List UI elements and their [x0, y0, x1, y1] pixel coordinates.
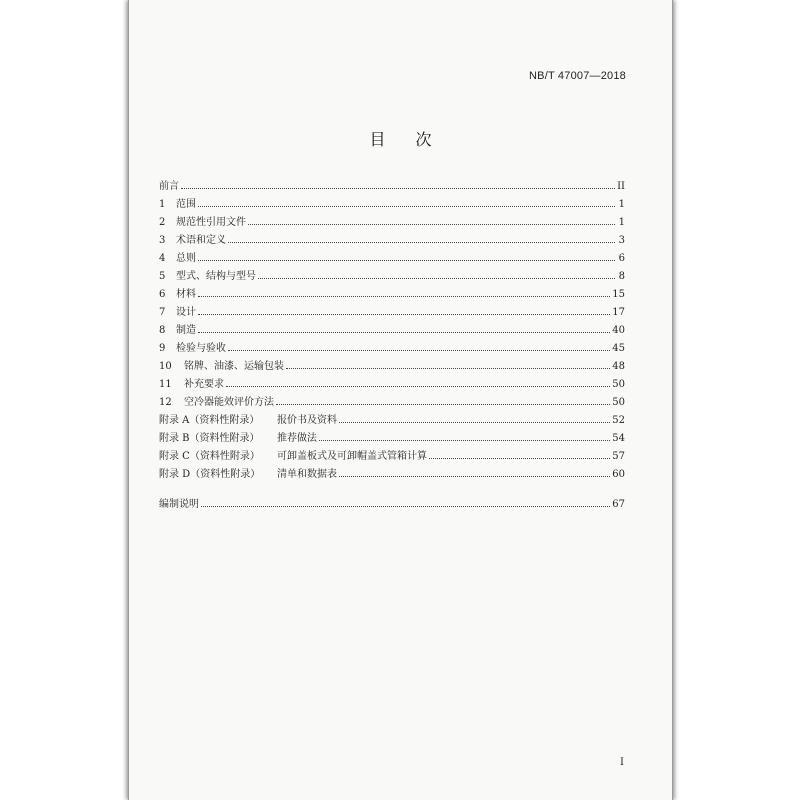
toc-entry-number: 6	[159, 289, 166, 300]
toc-entry-page: 50	[612, 397, 625, 408]
toc-entry-explanation[interactable]	[159, 496, 625, 514]
toc-dot-leader	[248, 223, 615, 225]
toc-entry-number: 9	[159, 343, 166, 354]
toc-dot-leader	[226, 385, 610, 387]
toc-dot-leader	[228, 241, 615, 243]
toc-entry-number: 10	[159, 361, 172, 372]
toc-entry-page: 8	[618, 271, 625, 282]
toc-entry-title: 前言	[159, 181, 179, 192]
toc-entry[interactable]	[159, 340, 625, 358]
toc-entry-number: 12	[159, 397, 172, 408]
toc-entry-number: 4	[159, 253, 166, 264]
document-code: NB/T 47007—2018	[529, 70, 626, 82]
toc-entry-title: 补充要求	[184, 379, 224, 390]
toc-entry-title: 检验与验收	[176, 343, 226, 354]
toc-dot-leader	[198, 259, 615, 261]
toc-entry-page: 1	[618, 199, 625, 210]
toc-entry[interactable]	[159, 250, 625, 268]
toc-entry-title: 铭牌、油漆、运输包装	[184, 361, 284, 372]
page-title: 目次	[369, 130, 462, 149]
toc-entry-page: 40	[612, 325, 625, 336]
toc-main-entries	[159, 178, 625, 412]
toc-entry-title: 材料	[176, 289, 196, 300]
toc-entry-number: 3	[159, 235, 166, 246]
toc-entry-page: 60	[612, 469, 625, 480]
page-number: I	[620, 757, 624, 768]
toc-dot-leader	[201, 505, 610, 507]
toc-dot-leader	[228, 349, 610, 351]
toc-spacer	[159, 484, 625, 496]
toc-entry-number: 11	[159, 379, 172, 390]
toc-entry-title: 空冷器能效评价方法	[184, 397, 274, 408]
toc-appendix-label: 附录 A（资料性附录）	[159, 415, 260, 426]
toc-entry-title: 型式、结构与型号	[176, 271, 256, 282]
toc-entry-number: 1	[159, 199, 166, 210]
toc-entry[interactable]	[159, 322, 625, 340]
toc-entry-page: 1	[618, 217, 625, 228]
toc-entry[interactable]	[159, 268, 625, 286]
toc-entry-page: 54	[612, 433, 625, 444]
toc-entry-title: 总则	[176, 253, 196, 264]
toc-entry-page: 52	[612, 415, 625, 426]
toc-appendix-entry[interactable]	[159, 466, 625, 484]
table-of-contents	[159, 178, 625, 514]
toc-entry-page: 50	[612, 379, 625, 390]
toc-entry-title: 清单和数据表	[277, 469, 337, 480]
toc-entry-number: 7	[159, 307, 166, 318]
toc-appendix-label: 附录 D（资料性附录）	[159, 469, 261, 480]
toc-dot-leader	[276, 403, 610, 405]
toc-entry[interactable]	[159, 214, 625, 232]
toc-entry-number: 8	[159, 325, 166, 336]
toc-dot-leader	[319, 439, 610, 441]
toc-dot-leader	[198, 313, 610, 315]
toc-entry[interactable]	[159, 232, 625, 250]
toc-dot-leader	[198, 205, 615, 207]
toc-entry-page: 45	[612, 343, 625, 354]
toc-entry-title: 推荐做法	[277, 433, 317, 444]
toc-dot-leader	[198, 331, 610, 333]
toc-dot-leader	[429, 457, 610, 459]
toc-entry-title: 设计	[176, 307, 196, 318]
toc-entry[interactable]	[159, 286, 625, 304]
toc-entry-title: 范围	[176, 199, 196, 210]
toc-appendix-entry[interactable]	[159, 448, 625, 466]
toc-appendix-entry[interactable]	[159, 430, 625, 448]
toc-entry-page: 3	[618, 235, 625, 246]
toc-entry-title: 报价书及资料	[277, 415, 337, 426]
toc-entry[interactable]	[159, 178, 625, 196]
toc-entry-title: 可卸盖板式及可卸帽盖式管箱计算	[277, 451, 427, 462]
toc-appendix-entries	[159, 412, 625, 484]
toc-entry[interactable]	[159, 394, 625, 412]
toc-dot-leader	[286, 367, 610, 369]
toc-entry[interactable]	[159, 196, 625, 214]
toc-entry-page: 48	[612, 361, 625, 372]
toc-appendix-label: 附录 B（资料性附录）	[159, 433, 260, 444]
toc-dot-leader	[198, 295, 610, 297]
toc-dot-leader	[339, 421, 610, 423]
toc-entry[interactable]	[159, 376, 625, 394]
toc-entry-title: 制造	[176, 325, 196, 336]
toc-entry-number: 2	[159, 217, 166, 228]
toc-dot-leader	[258, 277, 615, 279]
toc-entry-title: 编制说明	[159, 499, 199, 510]
toc-entry-page: II	[617, 181, 625, 192]
toc-entry-page: 57	[612, 451, 625, 462]
toc-dot-leader	[181, 187, 615, 189]
toc-entry[interactable]	[159, 358, 625, 376]
toc-entry-title: 术语和定义	[176, 235, 226, 246]
toc-entry-page: 17	[612, 307, 625, 318]
toc-entry-page: 67	[612, 499, 625, 510]
toc-appendix-label: 附录 C（资料性附录）	[159, 451, 260, 462]
document-page	[128, 0, 673, 800]
toc-appendix-entry[interactable]	[159, 412, 625, 430]
toc-entry-page: 6	[618, 253, 625, 264]
toc-dot-leader	[339, 475, 610, 477]
toc-entry-page: 15	[612, 289, 625, 300]
toc-entry-number: 5	[159, 271, 166, 282]
toc-entry[interactable]	[159, 304, 625, 322]
toc-entry-title: 规范性引用文件	[176, 217, 246, 228]
